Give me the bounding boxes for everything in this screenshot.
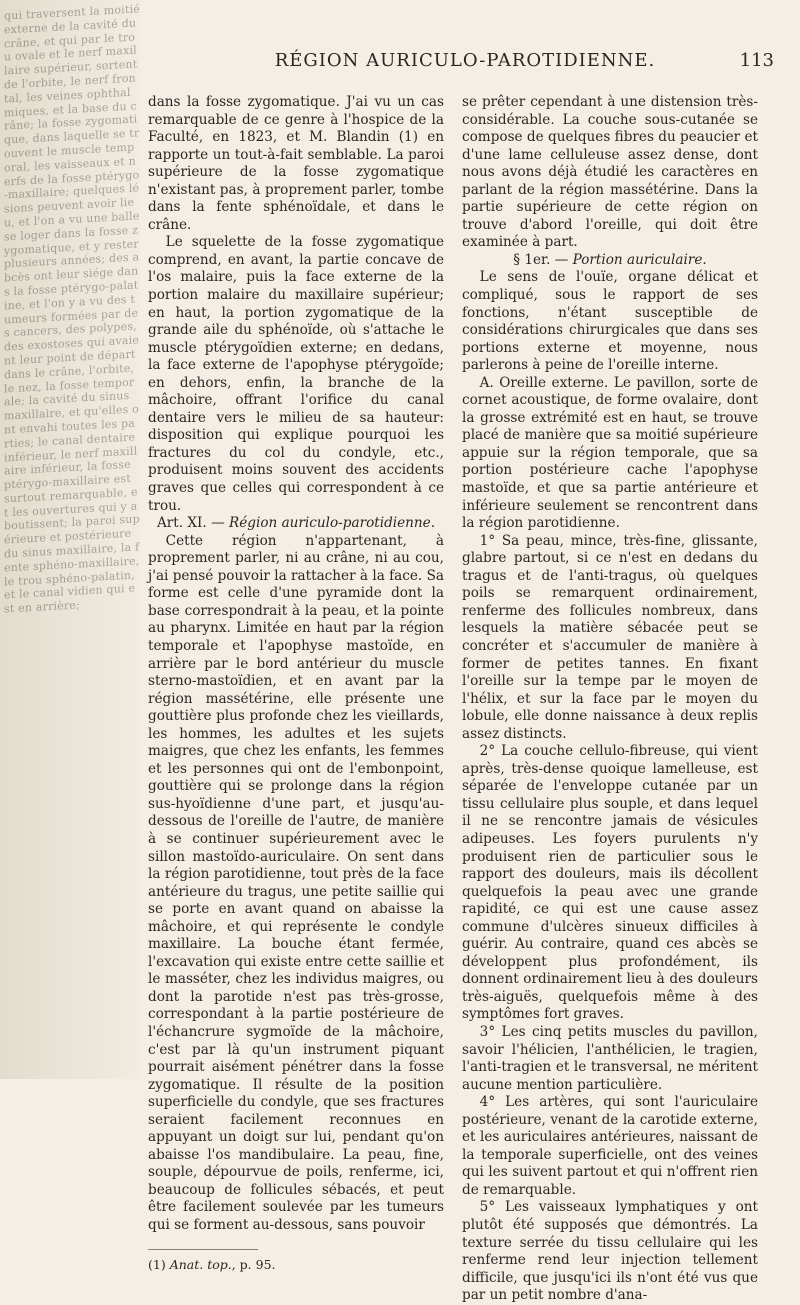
paragraph: Le sens de l'ouïe, organe délicat et compliqué, sous le rapport de ses fonctions, n'étant susceptible de considérations chirurgicales que dans ses portions externe et moyenne, nous parlerons à peine de l'oreille interne.	[462, 269, 758, 374]
footnote-number: (1)	[148, 1256, 166, 1272]
paragraph: 4° Les artères, qui sont l'auriculaire postérieure, venant de la carotide externe, et les auriculaires antérieures, naissant de la temporale superficielle, ont des veines qui les suivent partout et qui n'offrent rien de remarquable.	[462, 1094, 758, 1198]
article-heading: Art. XI. — Région auriculo-parotidienne.	[156, 515, 436, 532]
section-label: § 1er. —	[513, 251, 569, 268]
paragraph: dans la fosse zygomatique. J'ai vu un cas remarquable de ce genre à l'hospice de la Faculté, en 1823, et M. Blandin (1) en rapporte un tout-à-fait semblable. La paroi supérieure de la fosse zygomatique n'existant pas, à proprement parler, tombe dans la fente sphénoïdale, et dans le crâne.	[148, 94, 444, 233]
paragraph: 2° La couche cellulo-fibreuse, qui vient après, très-dense quoique lamelleuse, est séparée de l'enveloppe cutanée par un tissu cellulaire plus souple, et dans lequel il ne se rencontre jamais de vésicules adipeuses. Les foyers purulents n'y produisent rien de particulier sous le rapport des douleurs, mais ils décollent quelquefois la peau avec une grande rapidité, ce qui est une cause assez commune d'ulcères sinueux difficiles à guérir. Au contraire, quand ces abcès se développent plus profondément, ils donnent ordinairement lieu à des douleurs très-aiguës, quelquefois même à des symptômes fort graves.	[462, 743, 758, 1023]
paragraph: 1° Sa peau, mince, très-fine, glissante, glabre partout, si ce n'est en dedans du tragus et de l'anti-tragus, où quelques poils se remarquent ordinairement, renferme des follicules nombreux, dans lesquels la matière sébacée peut se concréter et s'accumuler de manière à former de petites tannes. En fixant l'oreille sur la tempe par le moyen de l'hélix, et sur la face par le moyen du lobule, elle donne naissance à deux replis assez distincts.	[462, 532, 758, 742]
running-header	[150, 48, 780, 74]
footnote-title: Anat. top.	[169, 1256, 232, 1272]
right-column	[462, 94, 758, 1305]
paragraph: Le squelette de la fosse zygomatique comprend, en avant, la partie concave de l'os malaire, puis la face externe de la portion malaire du maxillaire supérieur; en haut, la portion zygomatique de la grande aile du sphénoïde, où s'attache le muscle ptérygoïdien externe; en dedans, la face externe de l'apophyse ptérygoïde; en dehors, enfin, la branche de la mâchoire, offrant l'orifice du canal dentaire vers le milieu de sa hauteur: disposition qui explique pourquoi les fractures du col du condyle, etc., produisent moins souvent des accidents graves que celles qui correspondent à ce trou.	[148, 234, 444, 514]
page-title: RÉGION AURICULO-PAROTIDIENNE.	[274, 50, 656, 71]
facing-page-bleed-through	[0, 0, 140, 1079]
paragraph: 3° Les cinq petits muscles du pavillon, savoir l'hélicien, l'anthélicien, le tragien, l'anti-tragien et le transversal, ne méritent aucune mention particulière.	[462, 1023, 758, 1093]
article-title: Région auriculo-parotidienne.	[228, 515, 436, 532]
footnote	[148, 1249, 276, 1274]
paragraph: 5° Les vaisseaux lymphatiques y ont plutôt été supposés que démontrés. La texture serrée du tissu cellulaire qui les renferme rend leur injection tellement difficile, que jusqu'ici ils n'ont été vus que par un petit nombre d'ana-	[462, 1199, 758, 1304]
bleed-text: qui traversent la moitié externe de la cavité du crâne, et qui par le trou ovale et le nerf maxillaire supérieur, sortent de l'orbite, le nerf frontal, les veines ophthalmiques, et la base du crâne; la fosse zygomatique, dans laquelle se trouvent le muscle temporal, les vaisseaux et nerfs de la fosse ptérygo-maxillaire; quelques lésions peuvent avoir lieu, et l'on a vu une balle se loger dans la fosse zygomatique, et y rester plusieurs années; des abcès ont leur siége dans la fosse ptérygo-palatine, et l'on y a vu des tumeurs formées par des cancers, des polypes, des exostoses qui avaient leur point de départ dans le crâne, l'orbite, le nez, la fosse temporale; la cavité du sinus maxillaire, et qu'elles ont envahi toutes les parties; le canal dentaire inférieur, le nerf maxillaire inférieur, la fosse ptérygo-maxillaire est surtout remarquable, et les ouvertures qui y aboutissent; la paroi supérieure et postérieure du sinus maxillaire, la fente sphéno-maxillaire, le trou sphéno-palatin, et le canal vidien qui est en arrière;	[4, 2, 140, 616]
paragraph: Cette région n'appartenant, à proprement parler, ni au crâne, ni au cou, j'ai pensé pouvoir la rattacher à la face. Sa forme est celle d'une pyramide dont la base correspondrait à la peau, et la pointe au pharynx. Limitée en haut par la région temporale et l'apophyse mastoïde, en arrière par le bord antérieur du muscle sterno-mastoïdien, et en avant par la région massétérine, elle présente une gouttière plus profonde chez les vieillards, les hommes, les adultes et les sujets maigres, que chez les enfants, les femmes et les personnes qui ont de l'embonpoint, gouttière qui se prolonge dans la région sus-hyoïdienne d'une part, et jusqu'au-dessous de l'oreille de l'autre, de manière à se continuer supérieurement avec le sillon mastoïdo-auriculaire. On sent dans la région parotidienne, tout près de la face antérieure du tragus, une petite saillie qui se porte en avant quand on abaisse la mâchoire, et qui représente le condyle maxillaire. La bouche étant fermée, l'excavation qui existe entre cette saillie et le masséter, chez les individus maigres, ou dont la parotide n'est pas très-grosse, correspondant à la partie postérieure de l'échancrure sygmoïde de la mâchoire, c'est par là qu'un instrument piquant pourrait aisément pénétrer dans la fosse zygomatique. Il résulte de la position superficielle du condyle, que ses fractures seraient facilement reconnues en appuyant un doigt sur lui, pendant qu'on abaisse l'os mandibulaire. La peau, fine, souple, dépourvue de poils, renferme, ici, beaucoup de follicules sébacés, et peut être facilement soulevée par les tumeurs qui se forment au-dessous, sans pouvoir	[148, 532, 444, 1233]
article-label: Art. XI.	[156, 515, 207, 532]
page-number: 113	[739, 50, 774, 71]
paragraph: se prêter cependant à une distension très-considérable. La couche sous-cutanée se compose de quelques fibres du peaucier et d'une lame celluleuse assez dense, dont nous avons déjà étudié les caractères en parlant de la région massétérine. Dans la partie supérieure de cette région on trouve d'abord l'oreille, qui doit être examinée à part.	[462, 94, 758, 251]
section-title: Portion auriculaire.	[572, 251, 707, 268]
left-column	[148, 94, 444, 1273]
section-heading	[462, 252, 758, 270]
footnote-page: , p. 95.	[231, 1256, 276, 1272]
paragraph: A. Oreille externe. Le pavillon, sorte de cornet acoustique, de forme ovalaire, dont la grosse extrémité est en haut, se trouve placé de manière que sa moitié supérieure appuie sur la région temporale, que sa portion postérieure cache l'apophyse mastoïde, et que sa partie antérieure et inférieure seulement se rencontrent dans la région parotidienne.	[462, 374, 758, 532]
